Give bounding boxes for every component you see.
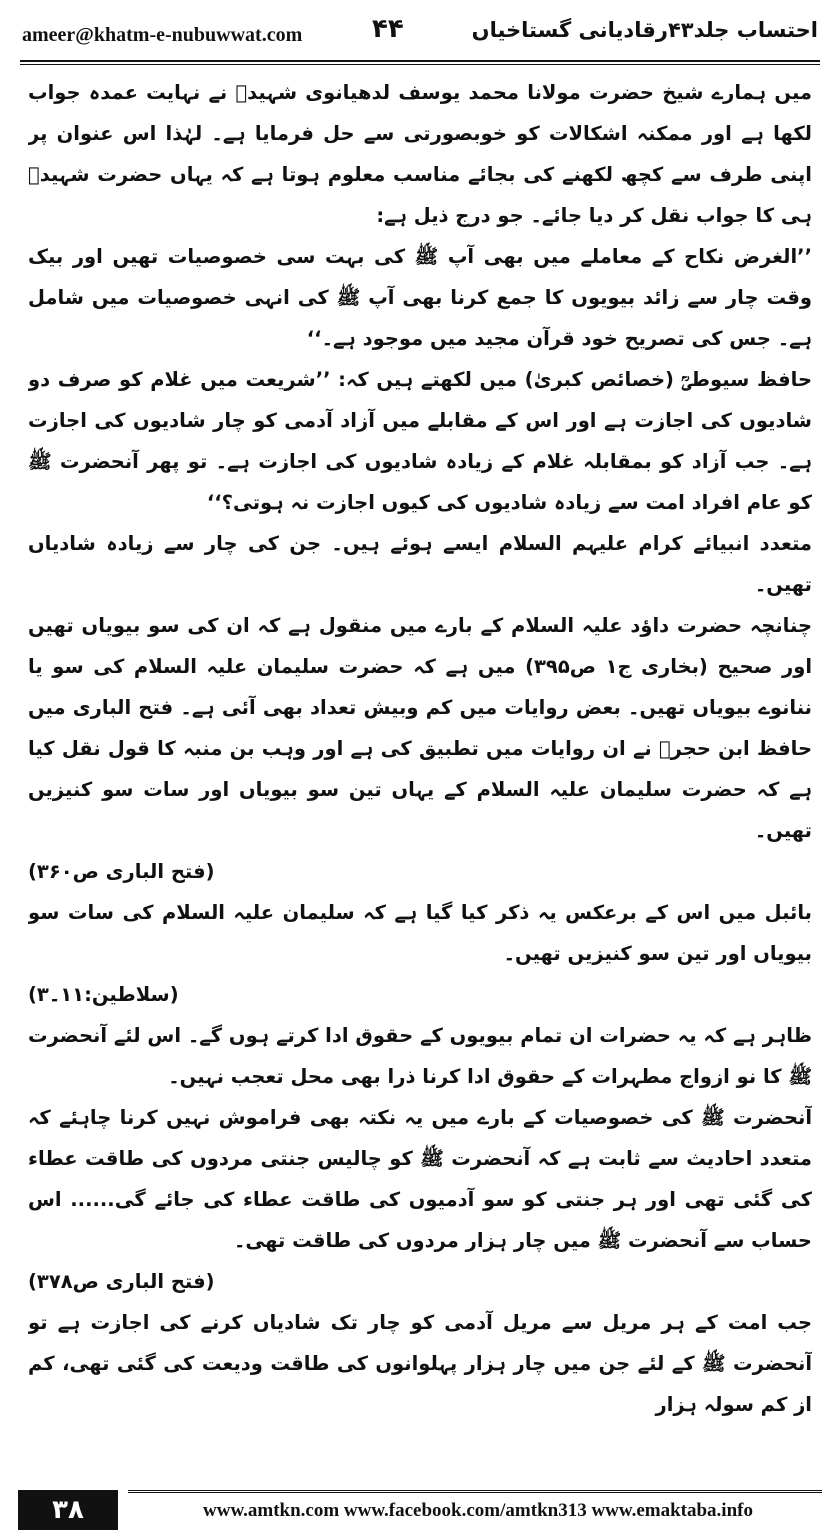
paragraph-strength (28, 1097, 812, 1302)
header-title: احتساب جلد۴۳رقادیانی گستاخیاں (471, 18, 818, 42)
paragraph-prophets: متعدد انبیائے کرام علیہم السلام ایسے ہوئے ہیں۔ جن کی چار سے زیادہ شادیاں تھیں۔ (28, 532, 812, 596)
paragraph-dawud-text: چنانچہ حضرت داؤد علیہ السلام کے بارے میں منقول ہے کہ ان کی سو بیویاں تھیں اور صحیح (بخاری ج۱ ص۳۹۵) میں ہے کہ حضرت سلیمان علیہ السلام کی سو یا ننانوے بیویاں تھیں۔ بعض روایات میں کم وبیش تعداد بھی آئی ہے۔ فتح الباری میں حافظ ابن حجرؒ نے ان روایات میں تطبیق کی ہے اور وہب بن منبہ کا قول نقل کیا ہے کہ حضرت سلیمان علیہ السلام کے یہاں تین سو بیویاں اور سات سو کنیزیں تھیں۔ (28, 614, 812, 842)
page-footer (18, 1490, 822, 1530)
header-rule (20, 60, 820, 62)
paragraph-strength-text: آنحضرت ﷺ کی خصوصیات کے بارے میں یہ نکتہ بھی فراموش نہیں کرنا چاہئے کہ متعدد احادیث سے ثابت ہے کہ آنحضرت ﷺ کو چالیس جنتی مردوں کی طاقت عطاء کی گئی تھی اور ہر جنتی کو سو آدمیوں کی طاقت عطاء کی جائے گی...... اس حساب سے آنحضرت ﷺ میں چار ہزار مردوں کی طاقت تھی۔ (28, 1106, 812, 1252)
citation-fath-360: (فتح الباری ص۳۶۰) (28, 860, 215, 883)
citation-fath-378: (فتح الباری ص۳۷۸) (28, 1270, 215, 1293)
footer-page-number: ۳۸ (18, 1490, 118, 1530)
footer-links[interactable]: www.amtkn.com www.facebook.com/amtkn313 www.emaktaba.info (203, 1500, 753, 1521)
paragraph-quote: ’’الغرض نکاح کے معاملے میں بھی آپ ﷺ کی بہت سی خصوصیات تھیں اور بیک وقت چار سے زائد بیویوں کا جمع کرنا بھی آپ ﷺ کی انہی خصوصیات میں شامل ہے۔ جس کی تصریح خود قرآن مجید میں موجود ہے۔‘‘ (28, 245, 812, 350)
footer-rule (128, 1490, 822, 1493)
paragraph-dawud-sulaiman (28, 605, 812, 892)
page-header (22, 8, 818, 56)
header-page-number: ۴۴ (372, 14, 404, 44)
header-rule-thin (20, 64, 820, 65)
paragraph-intro: میں ہمارے شیخ حضرت مولانا محمد یوسف لدھیانوی شہیدؒ نے نہایت عمدہ جواب لکھا ہے اور ممکنہ اشکالات کو خوبصورتی سے حل فرمایا ہے۔ لہٰذا اس عنوان پر اپنی طرف سے کچھ لکھنے کی بجائے مناسب معلوم ہوتا ہے کہ یہاں حضرت شہیدؒ ہی کا جواب نقل کر دیا جائے۔ جو درج ذیل ہے: (28, 81, 812, 227)
paragraph-ummah: جب امت کے ہر مریل سے مریل آدمی کو چار تک شادیاں کرنے کی اجازت ہے تو آنحضرت ﷺ کے لئے جن میں چار ہزار پہلوانوں کی طاقت ودیعت کی گئی تھی، کم از کم سولہ ہزار (28, 1311, 812, 1416)
body-text (28, 72, 812, 1450)
citation-salateen: (سلاطین:۱۱۔۳) (28, 983, 179, 1006)
header-email[interactable]: ameer@khatm-e-nubuwwat.com (22, 24, 303, 46)
paragraph-rights: ظاہر ہے کہ یہ حضرات ان تمام بیویوں کے حقوق ادا کرتے ہوں گے۔ اس لئے آنحضرت ﷺ کا نو ازواج مطہرات کے حقوق ادا کرنا ذرا بھی محل تعجب نہیں۔ (28, 1024, 812, 1088)
paragraph-bible (28, 892, 812, 1015)
paragraph-bible-text: بائبل میں اس کے برعکس یہ ذکر کیا گیا ہے کہ سلیمان علیہ السلام کی سات سو بیویاں اور تین سو کنیزیں تھیں۔ (28, 901, 812, 965)
paragraph-suyuti: حافظ سیوطیؒ (خصائص کبریٰ) میں لکھتے ہیں کہ: ’’شریعت میں غلام کو صرف دو شادیوں کی اجازت ہے اور اس کے مقابلے میں آزاد آدمی کو چار شادیوں کی اجازت ہے۔ جب آزاد کو بمقابلہ غلام کے زیادہ شادیوں کی اجازت ہے۔ تو پھر آنحضرت ﷺ کو عام افراد امت سے زیادہ شادیوں کی کیوں اجازت نہ ہوتی؟‘‘ (28, 368, 812, 514)
